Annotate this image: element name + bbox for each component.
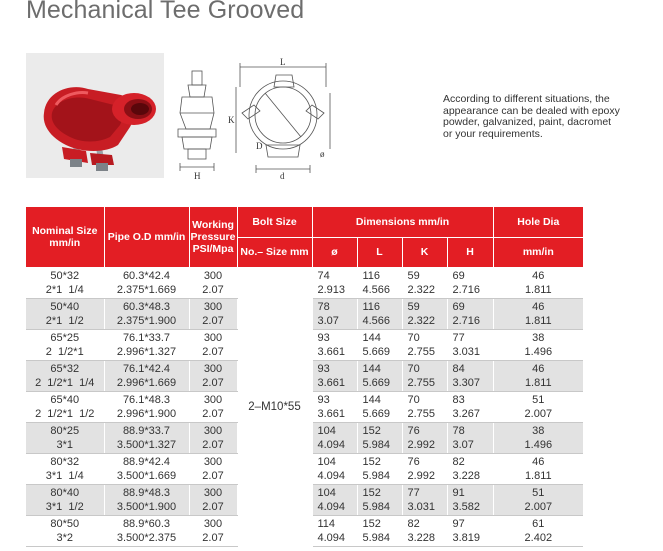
imperial-value: 2.755 — [407, 376, 436, 389]
imperial-value: 3.661 — [317, 345, 346, 358]
imperial-value: 5.984 — [362, 438, 391, 451]
imperial-value: 5.984 — [362, 531, 391, 544]
imperial-value: 2 1/2*1 — [45, 345, 84, 358]
metric-value: 88.9*48.3 — [122, 486, 171, 499]
imperial-value: 4.094 — [317, 438, 346, 451]
cell-dim-h — [447, 391, 493, 422]
imperial-value: 3.661 — [317, 376, 346, 389]
metric-value: 60.3*48.3 — [122, 300, 171, 313]
cell-dim-l — [357, 515, 402, 546]
header-nominal-size: Nominal Size mm/in — [26, 207, 104, 267]
imperial-value: 3.582 — [452, 500, 481, 513]
imperial-value: 2.07 — [202, 469, 224, 482]
imperial-value: 4.566 — [362, 283, 391, 296]
imperial-value: 3*1 1/2 — [45, 500, 84, 513]
cell-dim-h — [447, 453, 493, 484]
metric-value: 152 — [362, 424, 381, 437]
metric-value: 116 — [362, 269, 381, 282]
header-dim-diameter: ø — [312, 237, 357, 267]
cell-dim-k — [402, 267, 447, 298]
imperial-value: 2.07 — [202, 376, 224, 389]
cell-working-pressure — [189, 267, 237, 298]
imperial-value: 3.500*1.900 — [116, 500, 177, 513]
spec-table — [26, 207, 583, 547]
cell-working-pressure — [189, 422, 237, 453]
cell-pipe-od — [104, 267, 189, 298]
cell-hole-dia — [493, 298, 583, 329]
cell-hole-dia — [493, 453, 583, 484]
cell-dim-diameter — [312, 453, 357, 484]
header-dim-l: L — [357, 237, 402, 267]
cell-dim-diameter — [312, 422, 357, 453]
metric-value: 76 — [407, 455, 420, 468]
metric-value: 80*25 — [50, 424, 80, 437]
cell-nominal-size — [26, 453, 104, 484]
imperial-value: 3*1 — [56, 438, 74, 451]
imperial-value: 1.811 — [524, 283, 552, 296]
header-dimensions: Dimensions mm/in — [312, 207, 493, 237]
cell-working-pressure — [189, 329, 237, 360]
cell-dim-k — [402, 298, 447, 329]
metric-value: 61 — [532, 517, 545, 530]
metric-value: 80*50 — [50, 517, 80, 530]
imperial-value: 3.661 — [317, 407, 346, 420]
imperial-value: 3.031 — [452, 345, 481, 358]
label-d-upper: D — [256, 141, 263, 151]
metric-value: 77 — [407, 486, 420, 499]
metric-value: 88.9*60.3 — [122, 517, 171, 530]
label-l: L — [280, 57, 286, 67]
metric-value: 70 — [407, 331, 420, 344]
description-line: According to different situations, the — [443, 93, 610, 105]
metric-value: 59 — [407, 269, 420, 282]
imperial-value: 2.07 — [202, 500, 224, 513]
metric-value: 300 — [203, 331, 223, 344]
metric-value: 65*25 — [50, 331, 80, 344]
imperial-value: 5.669 — [362, 345, 391, 358]
description-line: powder, galvanized, paint, dacromet — [443, 116, 612, 128]
cell-dim-h — [447, 329, 493, 360]
metric-value: 65*40 — [50, 393, 80, 406]
cell-dim-k — [402, 515, 447, 546]
metric-value: 46 — [532, 300, 545, 313]
cell-dim-h — [447, 515, 493, 546]
metric-value: 152 — [362, 455, 381, 468]
cell-dim-k — [402, 422, 447, 453]
metric-value: 46 — [532, 269, 545, 282]
metric-value: 60.3*42.4 — [122, 269, 171, 282]
metric-value: 76.1*42.4 — [122, 362, 171, 375]
cell-working-pressure — [189, 484, 237, 515]
metric-value: 300 — [203, 424, 223, 437]
imperial-value: 2 1/2*1 1/4 — [35, 376, 95, 389]
cell-dim-l — [357, 422, 402, 453]
imperial-value: 4.094 — [317, 500, 346, 513]
imperial-value: 2.07 — [202, 283, 224, 296]
cell-nominal-size — [26, 484, 104, 515]
cell-pipe-od — [104, 298, 189, 329]
metric-value: 152 — [362, 486, 381, 499]
header-hole-dia: Hole Dia — [493, 207, 583, 237]
cell-dim-l — [357, 484, 402, 515]
imperial-value: 4.566 — [362, 314, 391, 327]
metric-value: 88.9*42.4 — [122, 455, 171, 468]
metric-value: 69 — [452, 300, 465, 313]
metric-value: 46 — [532, 362, 545, 375]
cell-hole-dia — [493, 515, 583, 546]
imperial-value: 1.811 — [524, 376, 552, 389]
metric-value: 93 — [317, 393, 330, 406]
cell-pipe-od — [104, 391, 189, 422]
page-title: Mechanical Tee Grooved — [26, 0, 305, 24]
imperial-value: 2.755 — [407, 345, 436, 358]
header-dim-h: H — [447, 237, 493, 267]
cell-dim-l — [357, 360, 402, 391]
cell-nominal-size — [26, 515, 104, 546]
imperial-value: 2.07 — [202, 314, 224, 327]
cell-pipe-od — [104, 360, 189, 391]
cell-dim-l — [357, 391, 402, 422]
description-line: or your requirements. — [443, 127, 543, 140]
cell-nominal-size — [26, 298, 104, 329]
metric-value: 77 — [452, 331, 465, 344]
metric-value: 144 — [362, 331, 381, 344]
imperial-value: 2.402 — [524, 531, 553, 544]
cell-hole-dia — [493, 360, 583, 391]
cell-hole-dia — [493, 484, 583, 515]
cell-bolt-size: 2–M10*55 — [237, 267, 312, 546]
imperial-value: 2.322 — [407, 283, 436, 296]
metric-value: 83 — [452, 393, 465, 406]
imperial-value: 5.984 — [362, 500, 391, 513]
cell-dim-l — [357, 267, 402, 298]
imperial-value: 2.007 — [524, 407, 553, 420]
imperial-value: 2.913 — [317, 283, 346, 296]
metric-value: 74 — [317, 269, 330, 282]
metric-value: 91 — [452, 486, 465, 499]
cell-nominal-size — [26, 422, 104, 453]
imperial-value: 4.094 — [317, 531, 346, 544]
metric-value: 300 — [203, 517, 223, 530]
cell-dim-k — [402, 453, 447, 484]
label-d: d — [280, 171, 285, 181]
product-photo — [26, 53, 164, 178]
metric-value: 144 — [362, 362, 381, 375]
metric-value: 50*40 — [50, 300, 80, 313]
cell-pipe-od — [104, 484, 189, 515]
metric-value: 104 — [317, 424, 336, 437]
metric-value: 38 — [532, 424, 545, 437]
cell-hole-dia — [493, 422, 583, 453]
metric-value: 104 — [317, 455, 336, 468]
metric-value: 46 — [532, 455, 545, 468]
metric-value: 38 — [532, 331, 545, 344]
cell-pipe-od — [104, 515, 189, 546]
metric-value: 93 — [317, 331, 330, 344]
cell-dim-diameter — [312, 267, 357, 298]
imperial-value: 2.007 — [524, 500, 553, 513]
coating-description — [443, 94, 653, 140]
cell-working-pressure — [189, 515, 237, 546]
cell-dim-diameter — [312, 515, 357, 546]
imperial-value: 2.996*1.327 — [116, 345, 177, 358]
imperial-value: 2.375*1.669 — [116, 283, 177, 296]
imperial-value: 2.716 — [452, 283, 481, 296]
imperial-value: 1.811 — [524, 469, 552, 482]
imperial-value: 2 1/2*1 1/2 — [35, 407, 95, 420]
metric-value: 80*40 — [50, 486, 80, 499]
metric-value: 300 — [203, 269, 223, 282]
cell-dim-h — [447, 298, 493, 329]
imperial-value: 3.07 — [452, 438, 474, 451]
cell-dim-k — [402, 391, 447, 422]
imperial-value: 3.500*1.327 — [116, 438, 177, 451]
header-dim-k: K — [402, 237, 447, 267]
metric-value: 69 — [452, 269, 465, 282]
imperial-value: 2.07 — [202, 407, 224, 420]
metric-value: 116 — [362, 300, 381, 313]
metric-value: 97 — [452, 517, 465, 530]
imperial-value: 3.819 — [452, 531, 481, 544]
metric-value: 88.9*33.7 — [122, 424, 171, 437]
metric-value: 65*32 — [50, 362, 80, 375]
cell-dim-h — [447, 484, 493, 515]
metric-value: 84 — [452, 362, 465, 375]
cell-nominal-size — [26, 267, 104, 298]
cell-nominal-size — [26, 391, 104, 422]
cell-hole-dia — [493, 391, 583, 422]
imperial-value: 2.992 — [407, 469, 436, 482]
imperial-value: 4.094 — [317, 469, 346, 482]
imperial-value: 2.07 — [202, 345, 224, 358]
metric-value: 59 — [407, 300, 420, 313]
cell-working-pressure — [189, 453, 237, 484]
header-bolt-size: Bolt Size — [237, 207, 312, 237]
cell-dim-h — [447, 422, 493, 453]
header-pipe-od: Pipe O.D mm/in — [104, 207, 189, 267]
metric-value: 300 — [203, 362, 223, 375]
imperial-value: 3.500*1.669 — [116, 469, 177, 482]
imperial-value: 5.984 — [362, 469, 391, 482]
cell-working-pressure — [189, 360, 237, 391]
imperial-value: 2.996*1.900 — [116, 407, 177, 420]
metric-value: 50*32 — [50, 269, 80, 282]
cell-dim-diameter — [312, 391, 357, 422]
imperial-value: 3.500*2.375 — [116, 531, 177, 544]
header-working-pressure: Working Pressure PSI/Mpa — [189, 207, 237, 267]
cell-dim-l — [357, 298, 402, 329]
cell-dim-l — [357, 329, 402, 360]
metric-value: 70 — [407, 362, 420, 375]
imperial-value: 2.992 — [407, 438, 436, 451]
label-k: K — [228, 115, 235, 125]
metric-value: 76.1*33.7 — [122, 331, 171, 344]
metric-value: 104 — [317, 486, 336, 499]
imperial-value: 3.267 — [452, 407, 481, 420]
cell-hole-dia — [493, 267, 583, 298]
imperial-value: 2.716 — [452, 314, 481, 327]
metric-value: 114 — [317, 517, 336, 530]
description-line: appearance can be dealed with epoxy — [443, 104, 620, 117]
imperial-value: 2*1 1/4 — [45, 283, 84, 296]
metric-value: 51 — [532, 393, 545, 406]
imperial-value: 2.322 — [407, 314, 436, 327]
imperial-value: 3.031 — [407, 500, 436, 513]
imperial-value: 5.669 — [362, 376, 391, 389]
imperial-value: 3*1 1/4 — [45, 469, 84, 482]
metric-value: 82 — [452, 455, 465, 468]
metric-value: 300 — [203, 486, 223, 499]
cell-nominal-size — [26, 360, 104, 391]
imperial-value: 1.811 — [524, 314, 552, 327]
imperial-value: 1.496 — [524, 345, 553, 358]
imperial-value: 5.669 — [362, 407, 391, 420]
header-hole-sub: mm/in — [493, 237, 583, 267]
technical-drawing — [170, 53, 348, 183]
imperial-value: 3.07 — [317, 314, 339, 327]
cell-dim-diameter — [312, 298, 357, 329]
imperial-value: 2*1 1/2 — [45, 314, 84, 327]
metric-value: 300 — [203, 455, 223, 468]
metric-value: 51 — [532, 486, 545, 499]
imperial-value: 2.375*1.900 — [116, 314, 177, 327]
imperial-value: 1.496 — [524, 438, 553, 451]
cell-pipe-od — [104, 422, 189, 453]
cell-dim-k — [402, 484, 447, 515]
label-diameter: ø — [320, 149, 325, 159]
metric-value: 93 — [317, 362, 330, 375]
imperial-value: 3.307 — [452, 376, 481, 389]
metric-value: 300 — [203, 300, 223, 313]
table-row — [26, 267, 583, 298]
cell-dim-diameter — [312, 329, 357, 360]
label-h: H — [194, 171, 201, 181]
metric-value: 76.1*48.3 — [122, 393, 171, 406]
metric-value: 80*32 — [50, 455, 80, 468]
imperial-value: 3*2 — [56, 531, 74, 544]
imperial-value: 2.755 — [407, 407, 436, 420]
imperial-value: 2.07 — [202, 438, 224, 451]
metric-value: 152 — [362, 517, 381, 530]
cell-working-pressure — [189, 391, 237, 422]
cell-pipe-od — [104, 453, 189, 484]
cell-working-pressure — [189, 298, 237, 329]
metric-value: 78 — [452, 424, 465, 437]
cell-nominal-size — [26, 329, 104, 360]
cell-hole-dia — [493, 329, 583, 360]
imperial-value: 2.996*1.669 — [116, 376, 177, 389]
metric-value: 144 — [362, 393, 381, 406]
header-bolt-sub: No.– Size mm — [237, 237, 312, 267]
cell-pipe-od — [104, 329, 189, 360]
cell-dim-diameter — [312, 360, 357, 391]
metric-value: 82 — [407, 517, 420, 530]
metric-value: 78 — [317, 300, 330, 313]
cell-dim-h — [447, 360, 493, 391]
metric-value: 300 — [203, 393, 223, 406]
imperial-value: 3.228 — [407, 531, 436, 544]
cell-dim-h — [447, 267, 493, 298]
imperial-value: 3.228 — [452, 469, 481, 482]
cell-dim-k — [402, 329, 447, 360]
imperial-value: 2.07 — [202, 531, 224, 544]
metric-value: 70 — [407, 393, 420, 406]
cell-dim-l — [357, 453, 402, 484]
metric-value: 76 — [407, 424, 420, 437]
cell-dim-diameter — [312, 484, 357, 515]
cell-dim-k — [402, 360, 447, 391]
